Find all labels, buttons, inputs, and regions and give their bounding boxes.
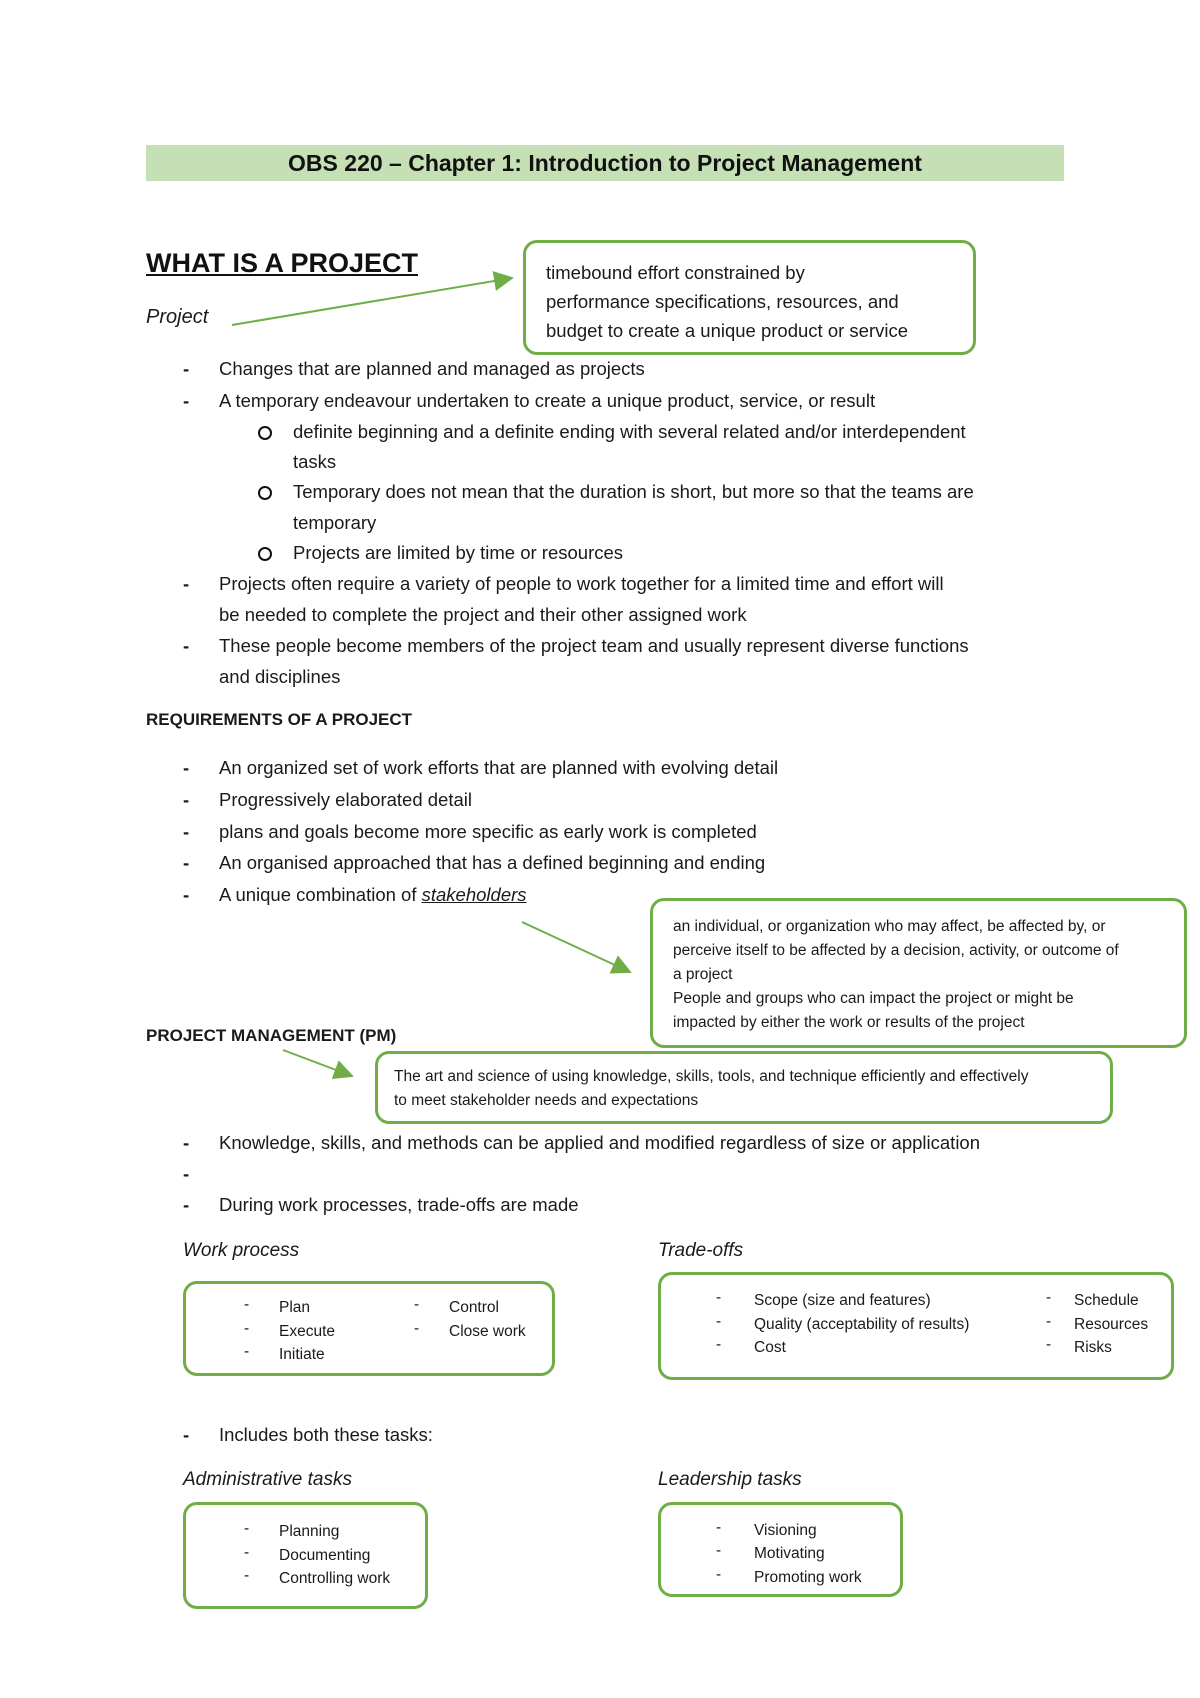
label-project: Project: [146, 306, 209, 328]
list-item: Documenting: [279, 1547, 371, 1564]
page-title: OBS 220 – Chapter 1: Introduction to Project Management: [146, 145, 1064, 181]
list-item: Schedule: [1074, 1292, 1139, 1309]
label-leadership-tasks: Leadership tasks: [658, 1469, 802, 1490]
list-item: Visioning: [754, 1522, 817, 1539]
arrow-stakeholders-to-definition: [522, 922, 630, 972]
arrow-project-to-definition: [232, 278, 512, 325]
list-item: Execute: [279, 1323, 336, 1340]
list-item: Quality (acceptability of results): [754, 1316, 970, 1333]
stakeholders-term: stakeholders: [421, 884, 527, 905]
list-item: Promoting work: [754, 1569, 862, 1586]
leadership-tasks-box: - Visioning - Motivating - Promoting work: [658, 1502, 903, 1597]
definition-line: performance specifications, resources, and: [546, 291, 899, 312]
label-administrative-tasks: Administrative tasks: [183, 1469, 352, 1490]
work-process-box: - Plan - Execute - Initiate - Control - Close work: [183, 1281, 555, 1376]
heading-requirements: REQUIREMENTS OF A PROJECT: [146, 710, 413, 729]
definition-line: budget to create a unique product or service: [546, 320, 909, 341]
list-item: Control: [449, 1299, 499, 1316]
label-trade-offs: Trade-offs: [658, 1240, 744, 1261]
project-definition-box: [523, 240, 976, 355]
list-item: Close work: [449, 1323, 526, 1340]
list-item: Planning: [279, 1523, 340, 1540]
heading-what-is-a-project: WHAT IS A PROJECT: [146, 248, 419, 278]
list-item: Controlling work: [279, 1570, 391, 1587]
pm-definition-box: The art and science of using knowledge, skills, tools, and technique efficiently and effectively to meet stakeholder needs and expectations: [375, 1051, 1113, 1124]
definition-line: timebound effort constrained by: [546, 262, 805, 283]
list-item: Resources: [1074, 1316, 1149, 1333]
arrow-pm-to-definition: [283, 1050, 352, 1076]
list-item: Scope (size and features): [754, 1292, 931, 1309]
label-work-process: Work process: [183, 1240, 300, 1261]
trade-offs-box: - Scope (size and features) - Quality (acceptability of results) - Cost - Schedule - Resources - Risks: [658, 1272, 1174, 1380]
list-item: Plan: [279, 1299, 311, 1316]
stakeholder-definition-box: an individual, or organization who may affect, be affected by, or perceive itself to be affected by a decision, activity, or outcome of a project People and groups who can impact the project or might be impacted by either the work or results of the project: [650, 898, 1187, 1048]
heading-project-management: PROJECT MANAGEMENT (PM): [146, 1026, 397, 1045]
administrative-tasks-box: - Planning - Documenting - Controlling work: [183, 1502, 428, 1609]
list-item: Motivating: [754, 1545, 825, 1562]
list-item: Risks: [1074, 1339, 1112, 1356]
list-item: Initiate: [279, 1346, 325, 1363]
list-item: Cost: [754, 1339, 786, 1356]
